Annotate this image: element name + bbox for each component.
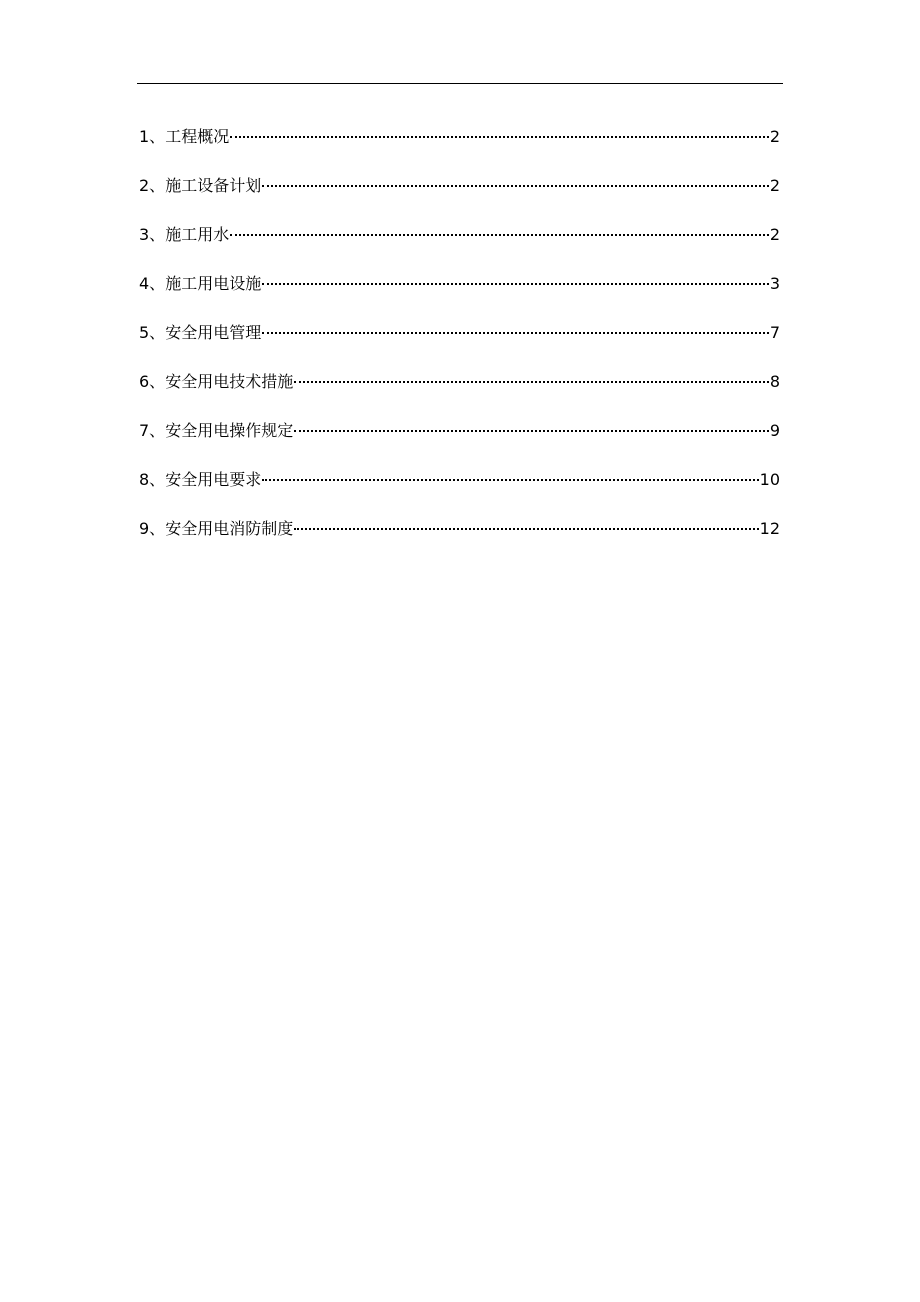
header-rule	[137, 83, 783, 84]
toc-entry-page: 8	[769, 372, 780, 391]
toc-dot-leader	[262, 282, 769, 285]
toc-entry-title: 施工设备计划	[165, 176, 262, 195]
toc-entry-page: 2	[769, 176, 780, 195]
toc-entry-page: 2	[769, 127, 780, 146]
toc-dot-leader	[262, 184, 769, 187]
toc-entry[interactable]	[139, 174, 780, 223]
toc-dot-leader	[262, 331, 769, 334]
toc-entry[interactable]	[139, 517, 780, 566]
toc-entry-number: 9、	[139, 519, 166, 538]
toc-entry-number: 4、	[139, 274, 166, 293]
toc-entry-number: 2、	[139, 176, 166, 195]
toc-entry[interactable]	[139, 419, 780, 468]
toc-dot-leader	[230, 233, 769, 236]
toc-entry-title: 安全用电要求	[165, 470, 262, 489]
toc-entry-page: 9	[769, 421, 780, 440]
toc-entry-page: 3	[769, 274, 780, 293]
toc-entry-page: 12	[759, 519, 780, 538]
toc-dot-leader	[230, 135, 769, 138]
toc-entry-page: 7	[769, 323, 780, 342]
toc-entry-number: 3、	[139, 225, 166, 244]
toc-entry-page: 2	[769, 225, 780, 244]
toc-entry-title: 施工用电设施	[165, 274, 262, 293]
toc-entry[interactable]	[139, 223, 780, 272]
toc-entry[interactable]	[139, 125, 780, 174]
toc-dot-leader	[294, 429, 769, 432]
toc-entry-page: 10	[759, 470, 780, 489]
toc-entry-title: 安全用电消防制度	[165, 519, 294, 538]
toc-dot-leader	[262, 478, 758, 481]
toc-entry-title: 安全用电技术措施	[165, 372, 294, 391]
toc-entry-number: 5、	[139, 323, 166, 342]
toc-entry-number: 6、	[139, 372, 166, 391]
toc-entry-title: 安全用电管理	[165, 323, 262, 342]
toc-entry[interactable]	[139, 272, 780, 321]
toc-entry-number: 7、	[139, 421, 166, 440]
toc-entry-title: 安全用电操作规定	[165, 421, 294, 440]
toc-entry[interactable]	[139, 321, 780, 370]
table-of-contents	[139, 125, 780, 566]
toc-entry[interactable]	[139, 370, 780, 419]
toc-entry-title: 工程概况	[165, 127, 230, 146]
toc-entry-title: 施工用水	[165, 225, 230, 244]
toc-entry-number: 1、	[139, 127, 166, 146]
toc-dot-leader	[294, 380, 769, 383]
toc-entry-number: 8、	[139, 470, 166, 489]
toc-entry[interactable]	[139, 468, 780, 517]
toc-dot-leader	[294, 527, 758, 530]
